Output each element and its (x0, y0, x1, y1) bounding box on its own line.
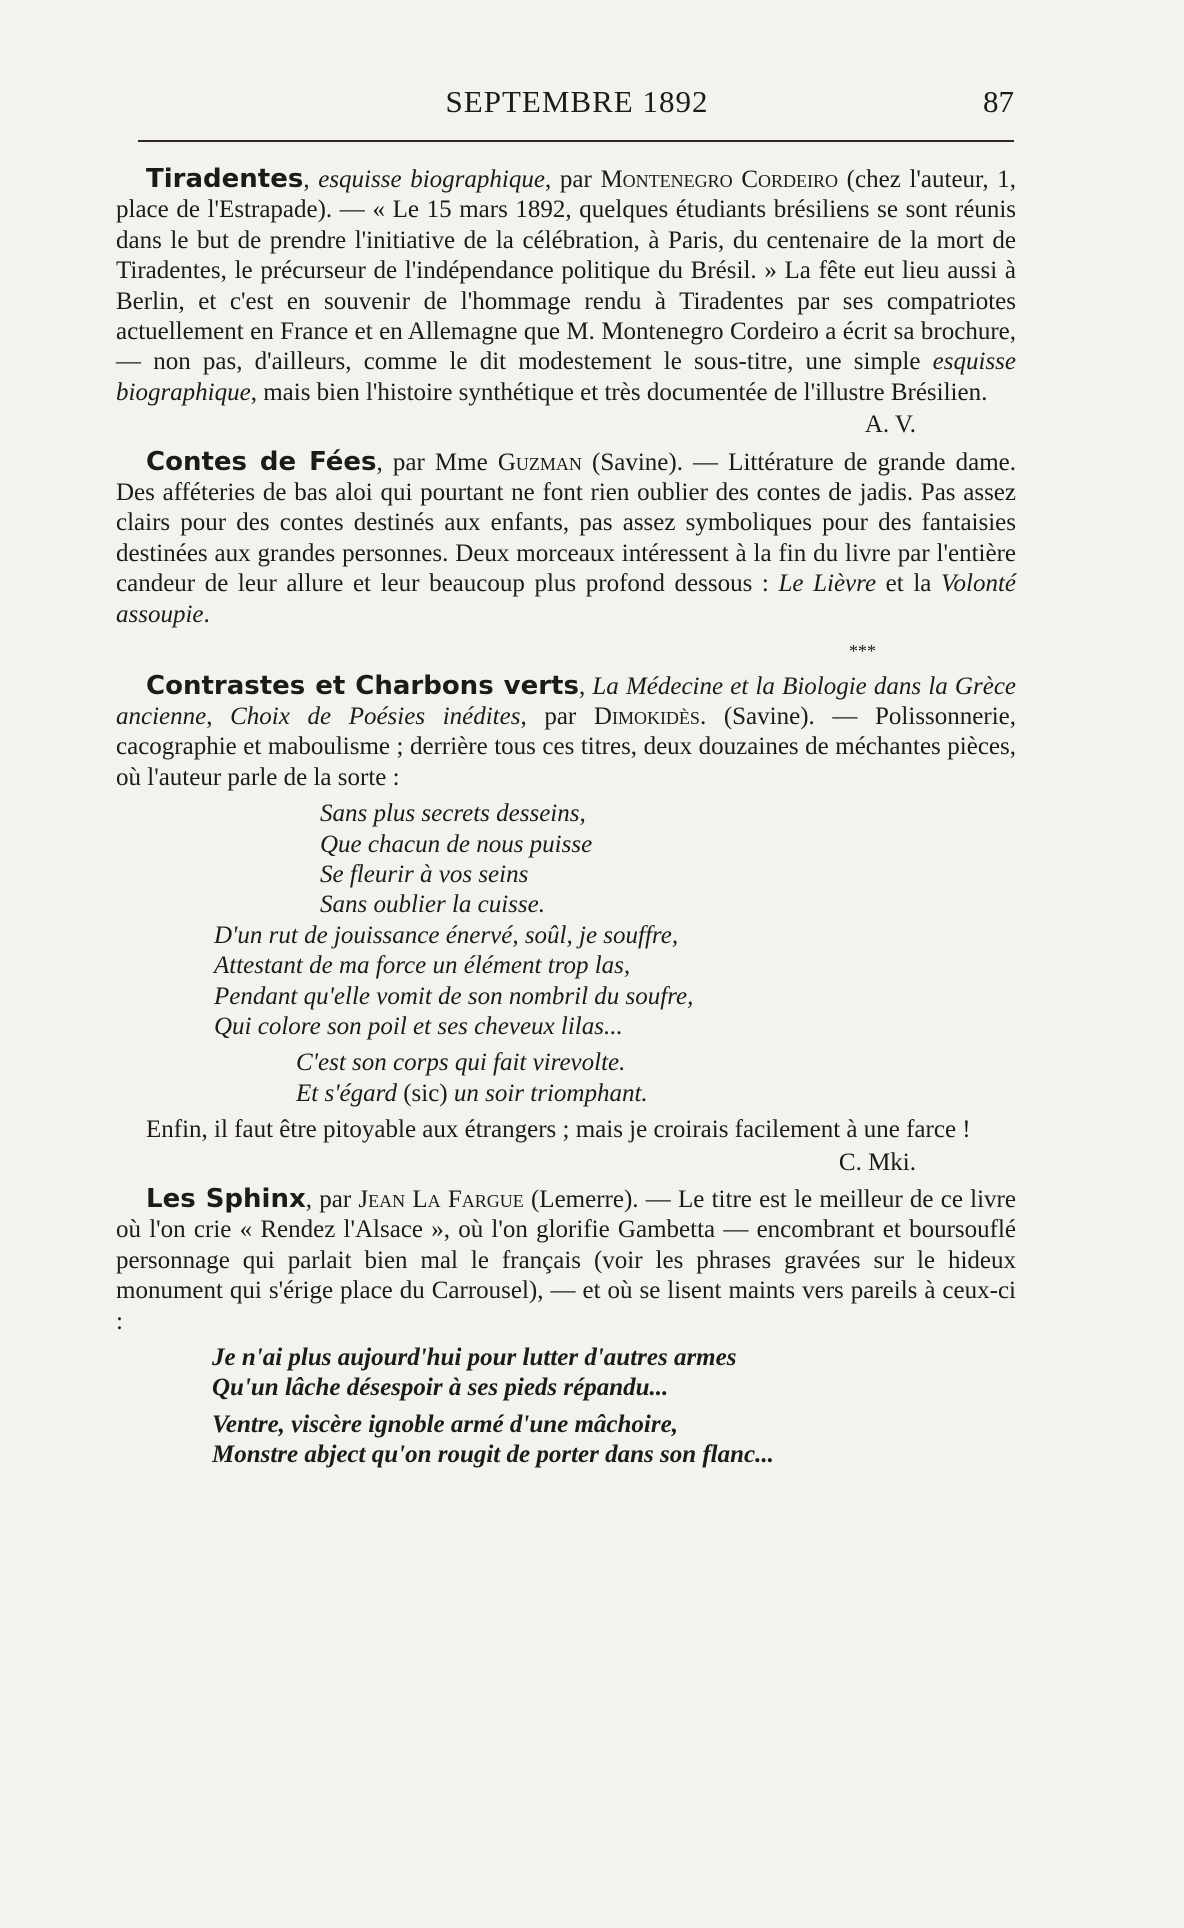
review-italic: esquisse biographique (116, 348, 1016, 406)
review-contes-de-fees (116, 447, 1016, 630)
verse-line: Ventre, viscère ignoble armé d'une mâchoire, (212, 1410, 678, 1438)
cited-title: Le Lièvre (778, 570, 877, 598)
connector: et la (876, 570, 941, 598)
verse-line: Que chacun de nous puisse (320, 830, 593, 858)
review-body: (Lemerre). — Le titre est le meilleur de ce livre où l'on crie « Rendez l'Alsace », où l'on glorifie Gambetta — encombrant et boursouflé personnage qui parlait bien mal le français (voir les phrases gravées sur le hideux monument qui s'érige place du Carrousel), — et où se lisent maints vers pareils à ceux-ci : (116, 1186, 1016, 1335)
verse-line: Se fleurir à vos seins (320, 860, 529, 888)
punct: , par (305, 1186, 359, 1213)
punct: , (303, 166, 319, 193)
punct: . (203, 600, 210, 628)
review-author: Montenegro Cordeiro (600, 166, 839, 193)
review-headword: Tiradentes (146, 164, 304, 194)
punct: , par (520, 702, 594, 730)
review-author: Dimokidès (593, 702, 700, 730)
review-closing: Enfin, il faut être pitoyable aux étrangers ; mais je croirais facilement à une farce ! (146, 1116, 971, 1144)
page-content (116, 164, 1016, 1477)
review-headword: Contes de Fées (146, 446, 377, 477)
verse-line: Sans oublier la cuisse. (320, 891, 545, 919)
verse-line: Je n'ai plus aujourd'hui pour lutter d'autres armes (212, 1344, 737, 1372)
review-body-end: , mais bien l'histoire synthétique et très documentée de l'illustre Brésilien. (250, 378, 988, 406)
verse-line: C'est son corps qui fait virevolte. (296, 1049, 626, 1077)
review-author: Guzman (497, 448, 582, 476)
verse-line: Attestant de ma force un élément trop las, (214, 952, 631, 980)
verse-line: Monstre abject qu'on rougit de porter dans son flanc... (212, 1441, 774, 1469)
review-body: . (Savine). — Polissonnerie, cacographie et maboulisme ; derrière tous ces titres, deux douzaines de méchantes pièces, où l'auteur parle de la sorte : (116, 702, 1016, 791)
review-les-sphinx (116, 1184, 1016, 1337)
cited-title: La Médecine et la Biologie dans la Grèce ancienne (116, 672, 1017, 730)
review-signature: A. V. (864, 411, 916, 439)
verse-block (116, 799, 1016, 1109)
review-author: Jean La Fargue (358, 1186, 524, 1213)
verse-line: D'un rut de jouissance énervé, soûl, je souffre, (214, 921, 679, 949)
verse-line (116, 1079, 1016, 1109)
page-number: 87 (983, 84, 1014, 119)
verse-line: Qu'un lâche désespoir à ses pieds répandu... (212, 1374, 669, 1402)
verse-line: Pendant qu'elle vomit de son nombril du soufre, (214, 982, 694, 1010)
punct: , par Mme (376, 448, 498, 476)
review-headword: Contrastes et Charbons verts (146, 670, 579, 701)
cited-title: Choix de Poésies inédites (230, 702, 521, 730)
verse-part: un soir triomphant. (447, 1079, 648, 1107)
review-body: (chez l'auteur, 1, place de l'Estrapade). — « Le 15 mars 1892, quelques étudiants brésiliens se sont réunis dans le but de prendre l'initiative de la célébration, à Paris, du centenaire de la mort de Tiradentes, le précurseur de l'indépendance politique du Brésil. » La fête eut lieu aussi à Berlin, et c'est en souvenir de l'hommage rendu à Tiradentes par ses compatriotes actuellement en France et en Allemagne que M. Montenegro Cordeiro a écrit sa brochure, — non pas, d'ailleurs, comme le dit modestement le sous-titre, une simple (116, 166, 1017, 376)
verse-line: Qui colore son poil et ses cheveux lilas... (214, 1012, 623, 1040)
review-body: (Savine). — Littérature de grande dame. Des afféteries de bas aloi qui pourtant ne font rien oublier des contes de jadis. Pas assez clairs pour des contes destinés aux enfants, pas assez symboliques pour des fantaisies destinées aux grandes personnes. Deux morceaux intéressent à la fin du livre par l'entière candeur de leur allure et leur beaucoup plus profond dessous : (116, 448, 1017, 598)
review-signature: C. Mki. (838, 1148, 916, 1176)
section-stars: *** (849, 641, 876, 662)
header-rule (138, 140, 1014, 142)
review-subtitle: esquisse biographique (318, 166, 545, 193)
running-header (140, 84, 1014, 134)
review-tiradentes (116, 164, 1016, 408)
verse-part: Et s'égard (296, 1079, 404, 1107)
cited-title: Volonté assoupie (116, 570, 1016, 628)
verse-sic: (sic) (403, 1079, 448, 1107)
review-contrastes (116, 671, 1016, 794)
review-headword: Les Sphinx (146, 1184, 306, 1214)
verse-block (116, 1343, 1016, 1471)
header-title: SEPTEMBRE 1892 (445, 84, 709, 119)
verse-line: Sans plus secrets desseins, (320, 800, 586, 828)
punct: , (578, 672, 593, 700)
punct: , par (544, 166, 601, 193)
punct: , (206, 702, 231, 730)
